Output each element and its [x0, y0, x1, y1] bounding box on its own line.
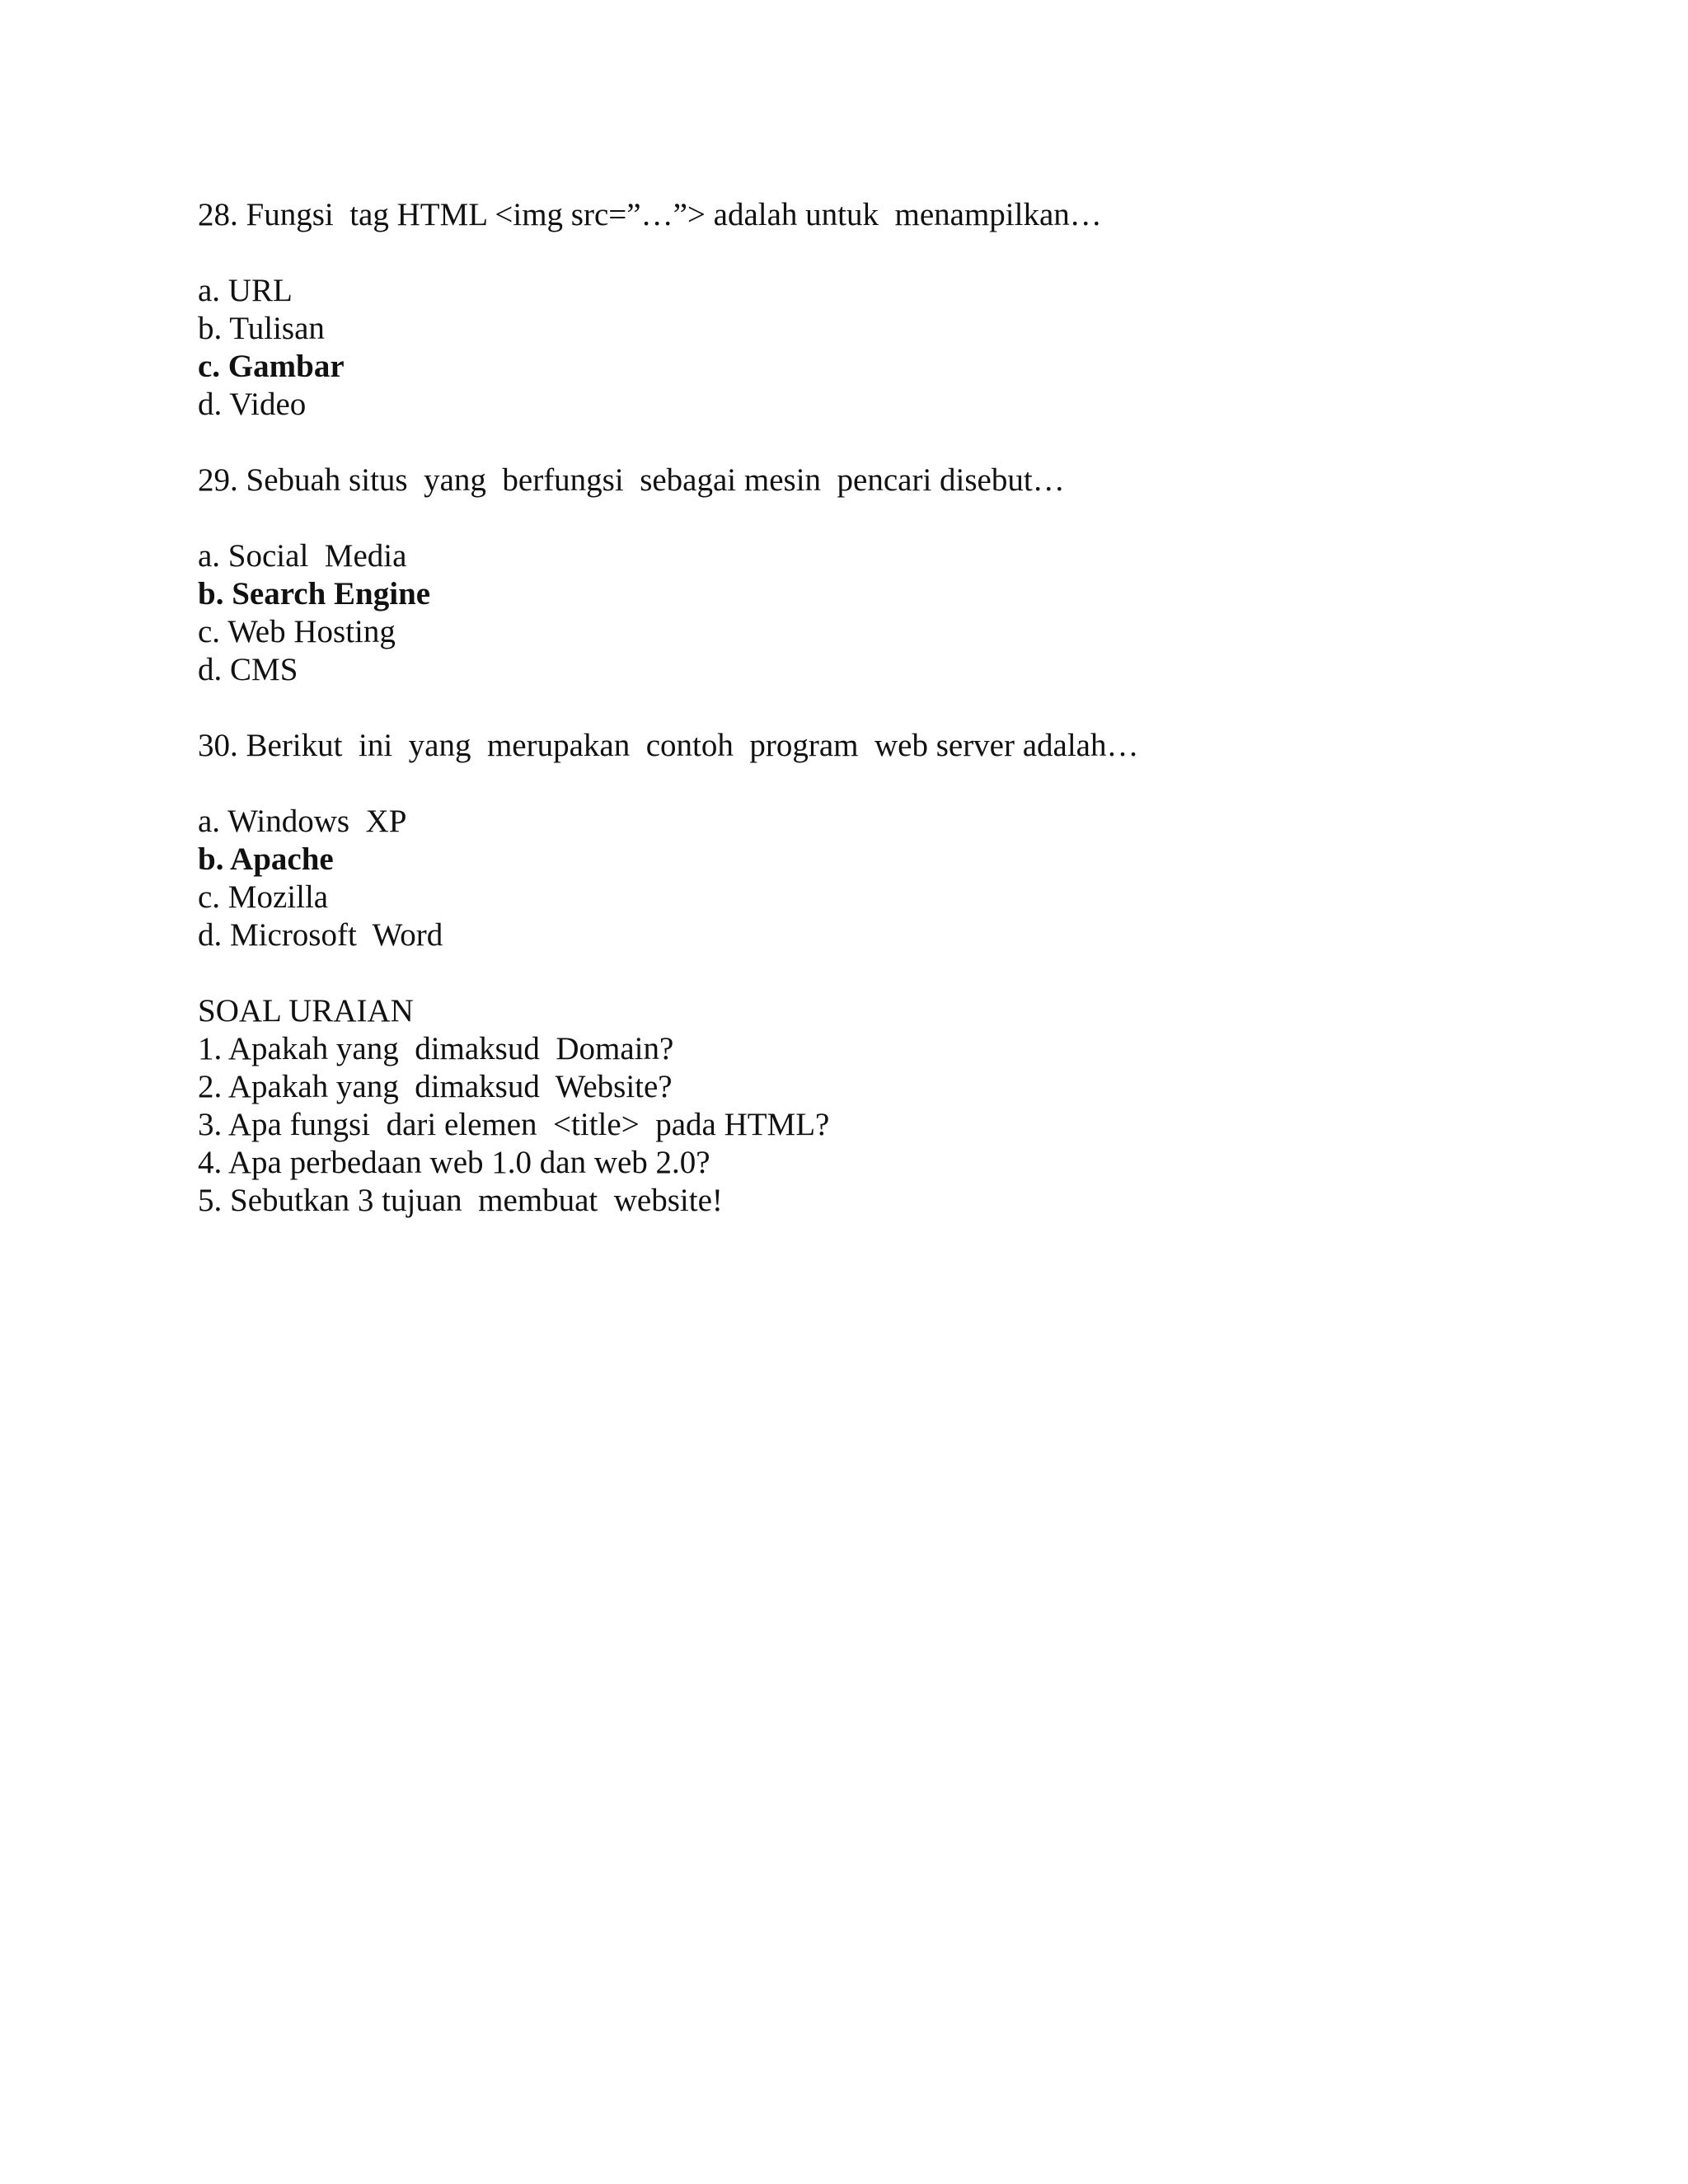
essay-title: SOAL URAIAN	[198, 993, 414, 1029]
essay-item-4: 4. Apa perbedaan web 1.0 dan web 2.0?	[198, 1145, 710, 1180]
question-text: 29. Sebuah situs yang berfungsi sebagai mesin pencari disebut…	[198, 462, 1065, 498]
essay-item-2: 2. Apakah yang dimaksud Website?	[198, 1069, 673, 1104]
option-c-correct: c. Gambar	[198, 349, 345, 384]
answer-options	[198, 803, 1484, 954]
option-b-correct: b. Apache	[198, 841, 334, 877]
option-b: b. Tulisan	[198, 311, 325, 346]
question-29	[198, 462, 1484, 689]
question-30	[198, 727, 1484, 954]
answer-options	[198, 537, 1484, 689]
option-d: d. Video	[198, 387, 307, 422]
question-28	[198, 196, 1484, 424]
essay-item-1: 1. Apakah yang dimaksud Domain?	[198, 1031, 674, 1066]
option-c: c. Web Hosting	[198, 614, 396, 649]
option-b-correct: b. Search Engine	[198, 576, 431, 612]
option-c: c. Mozilla	[198, 879, 329, 915]
answer-options	[198, 272, 1484, 424]
option-d: d. Microsoft Word	[198, 917, 443, 953]
essay-item-3: 3. Apa fungsi dari elemen <title> pada HTML?	[198, 1107, 830, 1142]
document-content	[198, 196, 1484, 1220]
question-text: 28. Fungsi tag HTML <img src=”…”> adalah untuk menampilkan…	[198, 197, 1102, 232]
essay-section	[198, 992, 1484, 1220]
question-text: 30. Berikut ini yang merupakan contoh program web server adalah…	[198, 728, 1139, 763]
option-d: d. CMS	[198, 652, 298, 687]
option-a: a. Windows XP	[198, 804, 407, 839]
option-a: a. Social Media	[198, 538, 407, 574]
essay-item-5: 5. Sebutkan 3 tujuan membuat website!	[198, 1183, 723, 1218]
option-a: a. URL	[198, 273, 293, 308]
